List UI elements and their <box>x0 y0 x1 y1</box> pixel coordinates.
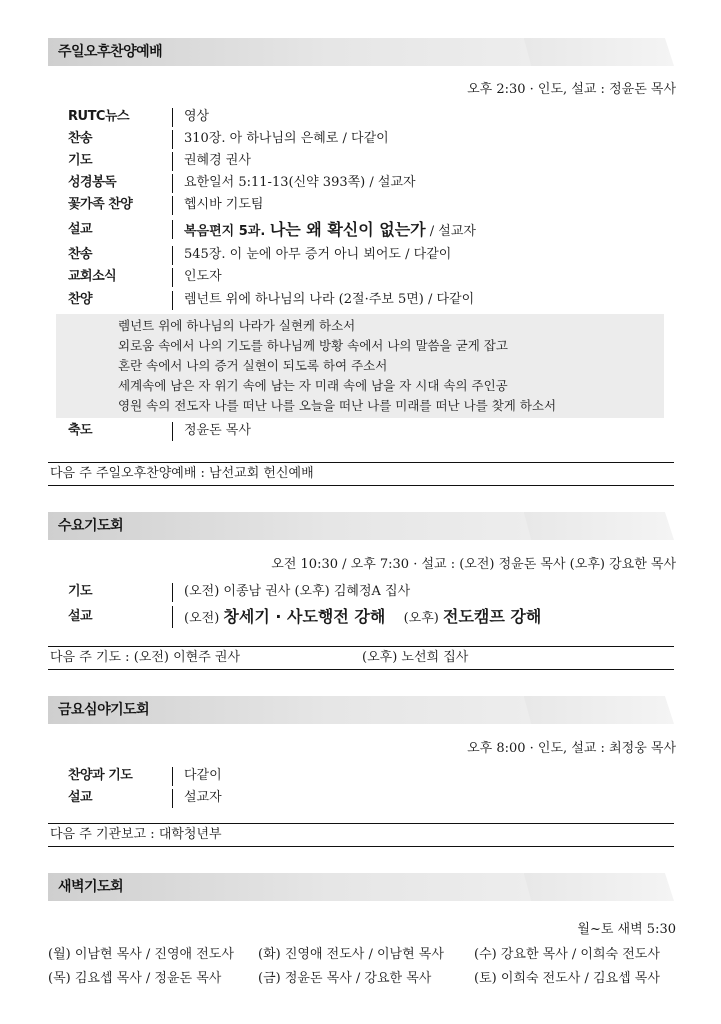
section-title: 금요심야기도회 <box>58 702 150 718</box>
dawn-schedule-item: (금) 정윤돈 목사 / 강요한 목사 <box>258 971 432 986</box>
lyrics-line: 혼란 속에서 나의 증거 실현이 되도록 하여 주소서 <box>118 358 388 373</box>
sermon-title: 나는 왜 확신이 없는가 <box>269 220 426 239</box>
sermon-pm-title: 전도캠프 강해 <box>443 607 542 626</box>
sermon-am-tag: (오전) <box>184 611 220 626</box>
order-label: 찬송 <box>68 247 93 262</box>
order-label: 성경봉독 <box>68 175 117 190</box>
order-value: 설교자 <box>184 790 222 805</box>
dawn-schedule-item: (토) 이희숙 전도사 / 김요셉 목사 <box>474 971 660 986</box>
next-week-text: (오후) 노선희 집사 <box>362 650 469 665</box>
order-value: 다같이 <box>184 768 222 783</box>
next-week-text: 다음 주 주일오후찬양예배 : 남선교회 헌신예배 <box>50 466 314 481</box>
lyrics-line: 영원 속의 전도자 나를 떠난 나를 오늘을 떠난 나를 미래를 떠난 나를 찾게 하소서 <box>118 398 557 413</box>
lyrics-box <box>56 314 664 418</box>
service-meta: 오후 2:30 · 인도, 설교 : 정윤돈 목사 <box>467 82 676 97</box>
section-header-afternoon <box>48 38 674 66</box>
section-title: 새벽기도회 <box>58 879 124 895</box>
sermon-speaker: / 설교자 <box>425 224 476 239</box>
service-meta: 오전 10:30 / 오후 7:30 · 설교 : (오전) 정윤돈 목사 (오후) 강요한 목사 <box>271 557 676 572</box>
sermon-value <box>184 604 541 632</box>
next-week-text: 다음 주 기관보고 : 대학청년부 <box>50 827 222 842</box>
order-value: 정윤돈 목사 <box>184 423 251 438</box>
order-value: 영상 <box>184 109 210 124</box>
section-title: 주일오후찬양예배 <box>58 44 163 60</box>
section-header-dawn <box>48 873 674 901</box>
service-meta: 월~토 새벽 5:30 <box>577 922 676 937</box>
order-value: 헵시바 기도팀 <box>184 197 264 212</box>
next-week-friday <box>48 823 674 847</box>
order-label: 찬양과 기도 <box>68 768 133 783</box>
sermon-am-title: 창세기 · 사도행전 강해 <box>223 607 386 626</box>
order-value: (오전) 이종남 권사 (오후) 김혜정A 집사 <box>184 584 411 599</box>
order-label: 설교 <box>68 790 93 805</box>
order-label: 찬양 <box>68 292 93 307</box>
order-value: 렘넌트 위에 하나님의 나라 (2절·주보 5면) / 다같이 <box>184 292 475 307</box>
lyrics-line: 세계속에 남은 자 위기 속에 남는 자 미래 속에 남을 자 시대 속의 주인공 <box>118 378 508 393</box>
sermon-series: 복음편지 5과. <box>184 224 270 239</box>
order-label: 교회소식 <box>68 269 117 284</box>
order-label: 기도 <box>68 153 93 168</box>
order-label: RUTC뉴스 <box>68 109 130 124</box>
order-label: 설교 <box>68 609 93 624</box>
order-value: 요한일서 5:11-13(신약 393쪽) / 설교자 <box>184 175 416 190</box>
sermon-value <box>184 218 476 244</box>
order-value: 310장. 아 하나님의 은혜로 / 다같이 <box>184 131 389 146</box>
order-value: 권혜경 권사 <box>184 153 251 168</box>
section-header-wednesday <box>48 512 674 540</box>
lyrics-line: 외로움 속에서 나의 기도를 하나님께 방황 속에서 나의 말씀을 굳게 잡고 <box>118 338 508 353</box>
sermon-pm-tag: (오후) <box>403 611 439 626</box>
order-label: 찬송 <box>68 131 93 146</box>
order-label: 축도 <box>68 423 93 438</box>
order-label: 기도 <box>68 584 93 599</box>
section-header-friday <box>48 696 674 724</box>
dawn-schedule-item: (월) 이남현 목사 / 진영애 전도사 <box>48 947 234 962</box>
next-week-text: 다음 주 기도 : (오전) 이현주 권사 <box>50 650 241 665</box>
dawn-schedule-item: (화) 진영애 전도사 / 이남현 목사 <box>258 947 444 962</box>
order-value: 인도자 <box>184 269 222 284</box>
order-label: 꽃가족 찬양 <box>68 197 133 212</box>
lyrics-line: 렘넌트 위에 하나님의 나라가 실현케 하소서 <box>118 318 356 333</box>
next-week-afternoon <box>48 462 674 486</box>
next-week-wednesday <box>48 646 674 670</box>
order-label: 설교 <box>68 222 93 237</box>
dawn-schedule-item: (목) 김요셉 목사 / 정윤돈 목사 <box>48 971 222 986</box>
dawn-schedule-item: (수) 강요한 목사 / 이희숙 전도사 <box>474 947 660 962</box>
order-value: 545장. 이 눈에 아무 증거 아니 뵈어도 / 다같이 <box>184 247 452 262</box>
service-meta: 오후 8:00 · 인도, 설교 : 최정웅 목사 <box>467 741 676 756</box>
section-title: 수요기도회 <box>58 518 124 534</box>
